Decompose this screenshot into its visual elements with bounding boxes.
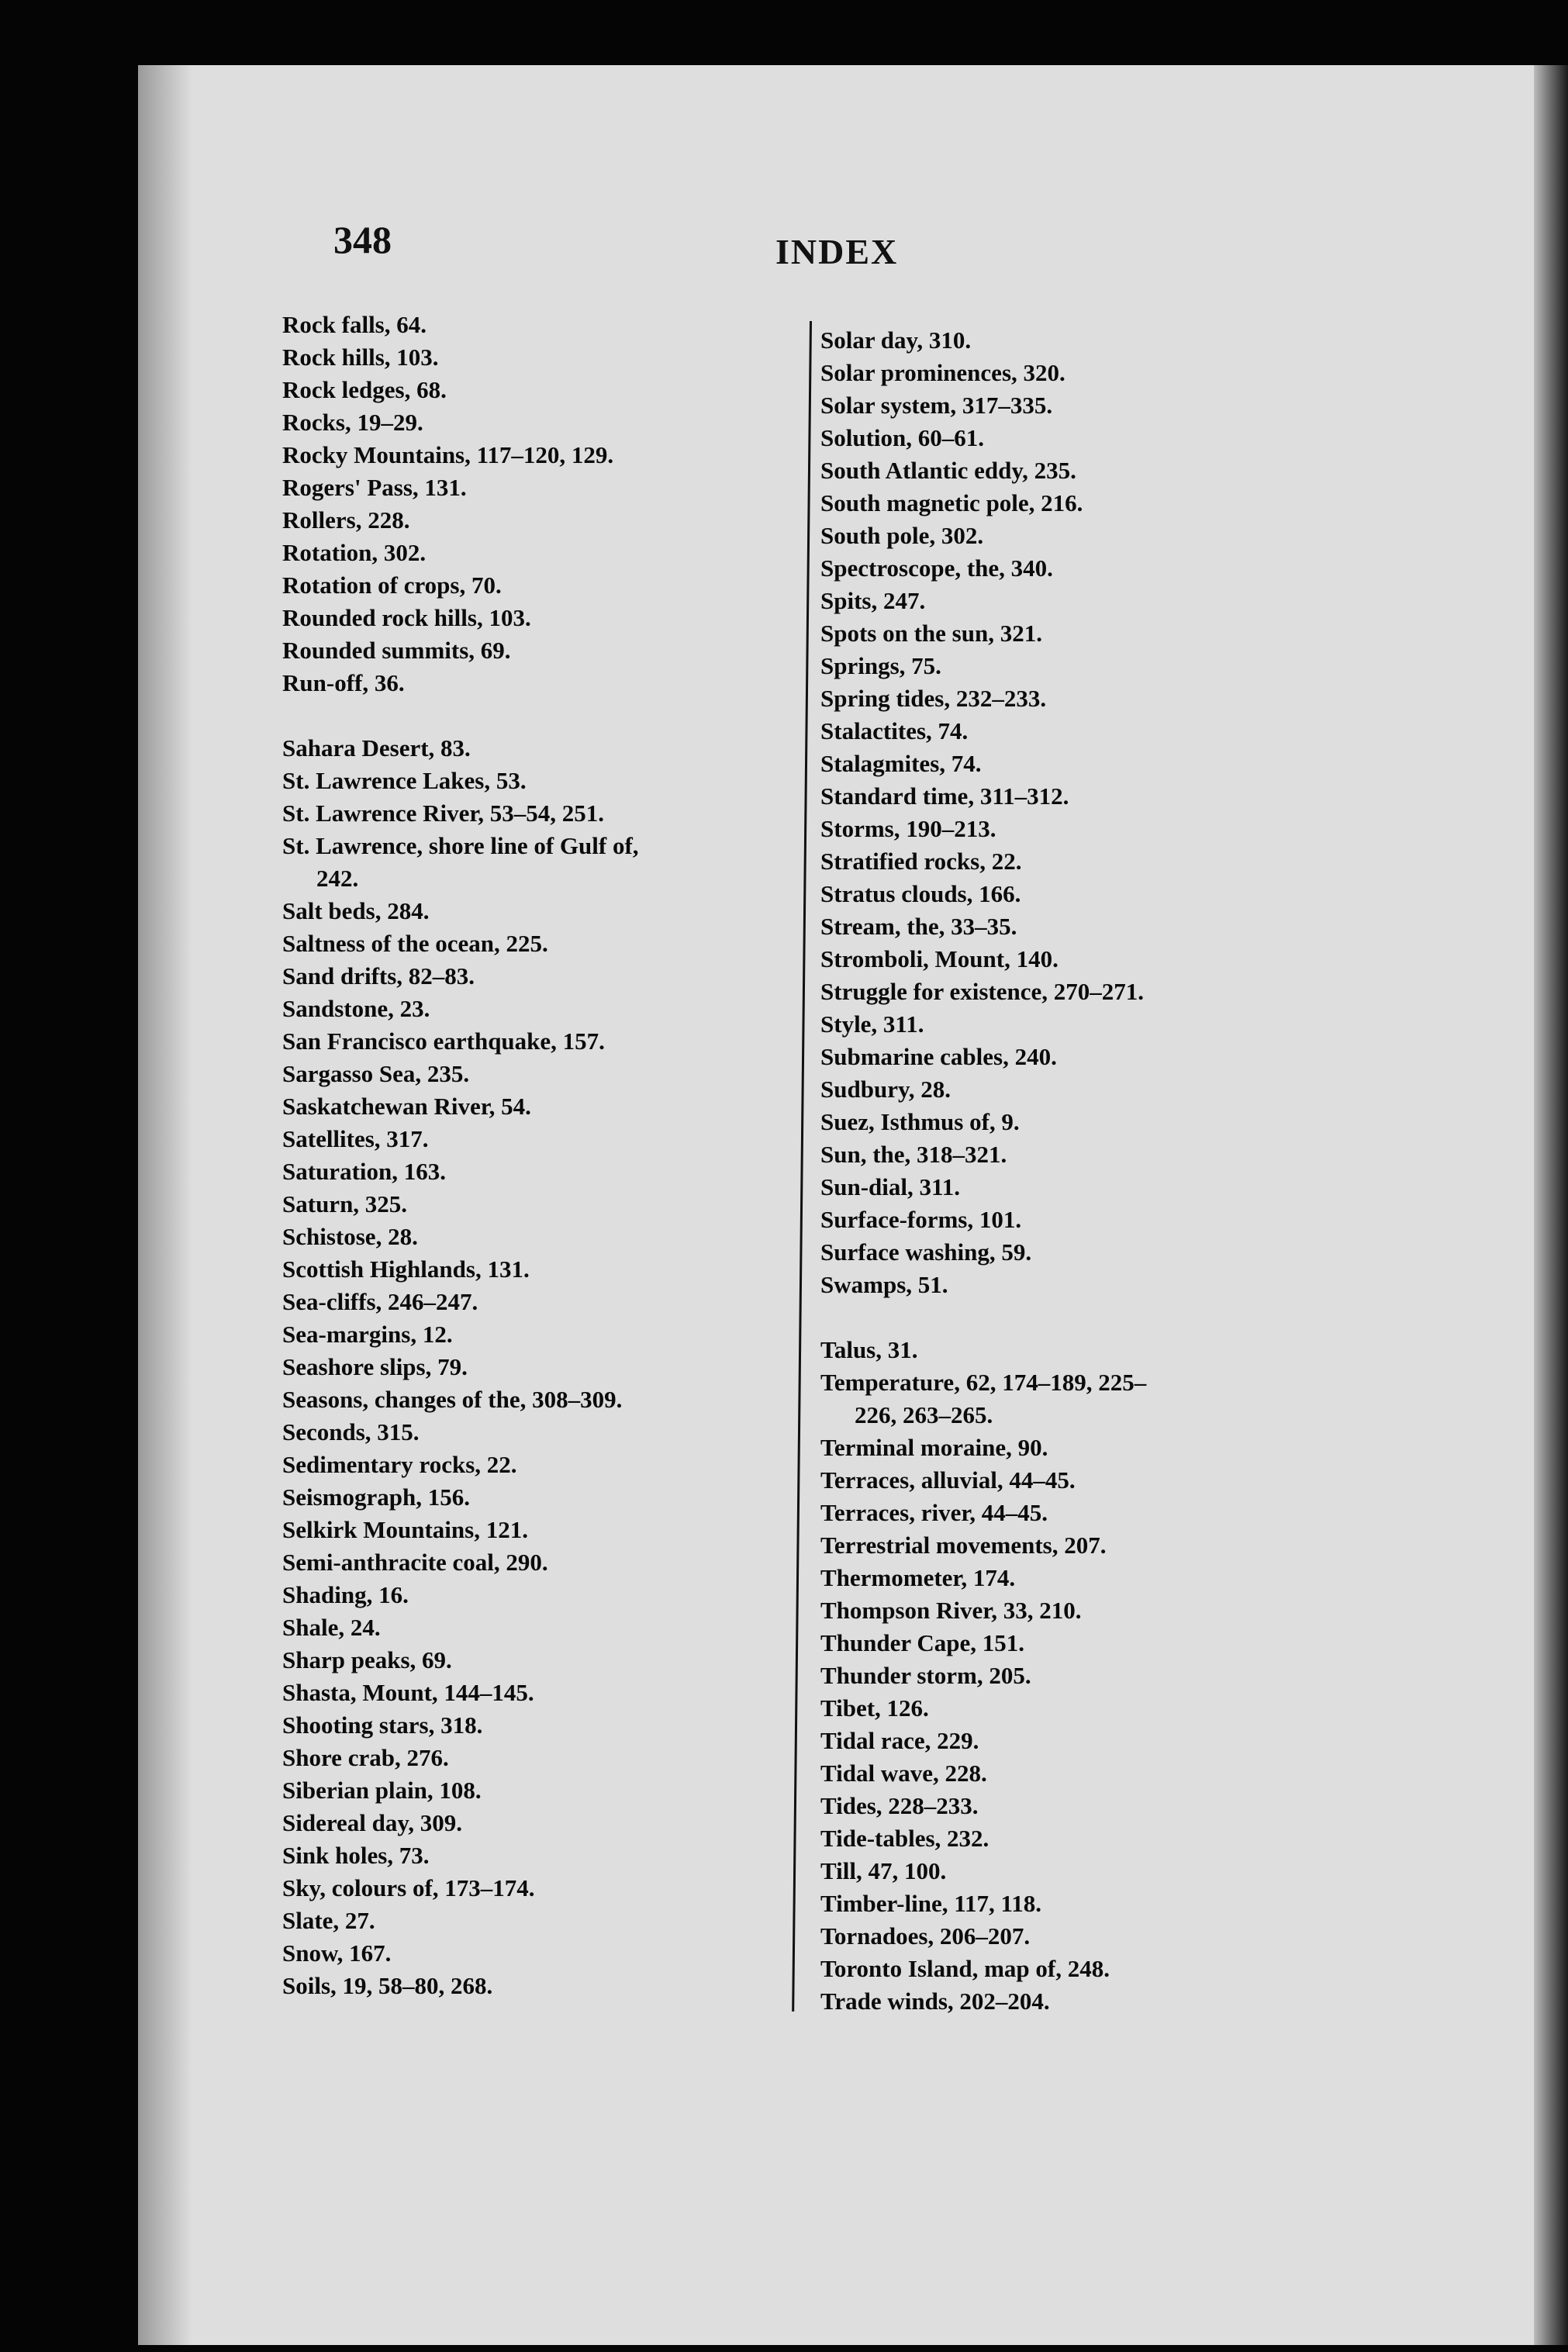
index-entry: Suez, Isthmus of, 9.: [820, 1108, 1020, 1135]
index-entry: Trade winds, 202–204.: [820, 1988, 1050, 2015]
index-entry: Solar prominences, 320.: [820, 359, 1065, 386]
index-entry: Siberian plain, 108.: [282, 1777, 482, 1804]
page-number: 348: [333, 218, 392, 261]
index-entry: South pole, 302.: [820, 522, 984, 549]
index-entry: South Atlantic eddy, 235.: [820, 457, 1076, 484]
index-entry: Rogers' Pass, 131.: [282, 474, 467, 501]
index-entry: Temperature, 62, 174–189, 225–: [820, 1369, 1147, 1396]
index-entry: Talus, 31.: [820, 1336, 918, 1363]
section-gap: [282, 699, 887, 732]
index-entry: Sky, colours of, 173–174.: [282, 1874, 535, 1901]
index-entry: Rotation of crops, 70.: [282, 572, 502, 599]
index-entry: Storms, 190–213.: [820, 815, 996, 842]
index-entry: Semi-anthracite coal, 290.: [282, 1549, 548, 1576]
section-gap: [820, 1301, 1379, 1334]
index-entry: Rocky Mountains, 117–120, 129.: [282, 441, 614, 468]
index-entry: Rounded rock hills, 103.: [282, 604, 531, 631]
index-entry: Run-off, 36.: [282, 669, 405, 696]
index-entry: Stratified rocks, 22.: [820, 848, 1022, 875]
index-entry: St. Lawrence Lakes, 53.: [282, 767, 527, 794]
index-entry: Sea-cliffs, 246–247.: [282, 1288, 478, 1315]
index-entry: Style, 311.: [820, 1010, 924, 1038]
index-entry: Sink holes, 73.: [282, 1842, 430, 1869]
index-entry: Spring tides, 232–233.: [820, 685, 1047, 712]
index-entry: Selkirk Mountains, 121.: [282, 1516, 528, 1543]
index-entry: Standard time, 311–312.: [820, 782, 1069, 810]
index-entry: Surface washing, 59.: [820, 1238, 1032, 1266]
index-entry: Salt beds, 284.: [282, 897, 430, 924]
page-title: INDEX: [775, 232, 899, 271]
index-entry: Submarine cables, 240.: [820, 1043, 1057, 1070]
index-entry: Springs, 75.: [820, 652, 941, 679]
index-entry: Thunder Cape, 151.: [820, 1629, 1024, 1656]
index-entry: Sandstone, 23.: [282, 995, 430, 1022]
index-entry: Terrestrial movements, 207.: [820, 1532, 1107, 1559]
index-entry: Thunder storm, 205.: [820, 1662, 1031, 1689]
index-entry: Spectroscope, the, 340.: [820, 554, 1053, 582]
index-entry: Sun-dial, 311.: [820, 1173, 961, 1200]
index-entry: Tides, 228–233.: [820, 1792, 979, 1819]
index-entry: Solar system, 317–335.: [820, 392, 1053, 419]
index-entry: Stromboli, Mount, 140.: [820, 945, 1059, 972]
index-entry: Rock falls, 64.: [282, 311, 427, 338]
book-page: [138, 65, 1568, 2345]
index-entry: Rock hills, 103.: [282, 344, 439, 371]
index-entry: Terraces, river, 44–45.: [820, 1499, 1048, 1526]
index-entry: Saturation, 163.: [282, 1158, 446, 1185]
index-entry: Schistose, 28.: [282, 1223, 418, 1250]
index-entry: Stalagmites, 74.: [820, 750, 982, 777]
index-entry: Stratus clouds, 166.: [820, 880, 1021, 907]
index-entry: Till, 47, 100.: [820, 1857, 947, 1884]
index-entry: Stalactites, 74.: [820, 717, 969, 744]
index-entry: Solution, 60–61.: [820, 424, 985, 451]
index-entry: Rollers, 228.: [282, 506, 410, 534]
index-entry: Struggle for existence, 270–271.: [820, 978, 1144, 1005]
index-entry: Thermometer, 174.: [820, 1564, 1016, 1591]
index-entry: Seconds, 315.: [282, 1418, 420, 1445]
index-entry: Sedimentary rocks, 22.: [282, 1451, 517, 1478]
index-entry: Saltness of the ocean, 225.: [282, 930, 548, 957]
index-entry: Tidal race, 229.: [820, 1727, 979, 1754]
index-entry: Sun, the, 318–321.: [820, 1141, 1007, 1168]
index-entry: Stream, the, 33–35.: [820, 913, 1017, 940]
page-gutter-shadow: [138, 65, 192, 2345]
index-entry: Sand drifts, 82–83.: [282, 962, 475, 989]
index-entry: Scottish Highlands, 131.: [282, 1255, 530, 1283]
index-entry: 226, 263–265.: [855, 1401, 993, 1428]
index-entry: Solar day, 310.: [820, 326, 972, 354]
index-entry: Sharp peaks, 69.: [282, 1646, 452, 1673]
index-entry: Thompson River, 33, 210.: [820, 1597, 1082, 1624]
index-entry: Seashore slips, 79.: [282, 1353, 468, 1380]
index-entry: Timber-line, 117, 118.: [820, 1890, 1042, 1917]
index-entry: Seasons, changes of the, 308–309.: [282, 1386, 623, 1413]
index-entry: Tornadoes, 206–207.: [820, 1922, 1031, 1950]
index-entry: Sea-margins, 12.: [282, 1321, 453, 1348]
index-entry: Sahara Desert, 83.: [282, 734, 471, 762]
index-entry: San Francisco earthquake, 157.: [282, 1027, 605, 1055]
index-entry: Shading, 16.: [282, 1581, 409, 1608]
index-entry: Slate, 27.: [282, 1907, 375, 1934]
index-entry: 242.: [316, 865, 359, 892]
page-right-edge: [1534, 65, 1568, 2345]
index-entry: Spits, 247.: [820, 587, 926, 614]
index-entry: Rotation, 302.: [282, 539, 427, 566]
index-entry: Saturn, 325.: [282, 1190, 408, 1217]
index-entry: Tide-tables, 232.: [820, 1825, 989, 1852]
index-entry: Saskatchewan River, 54.: [282, 1093, 531, 1120]
index-entry: Shale, 24.: [282, 1614, 381, 1641]
index-entry: Rock ledges, 68.: [282, 376, 447, 403]
index-entry: Tidal wave, 228.: [820, 1760, 987, 1787]
index-entry: Toronto Island, map of, 248.: [820, 1955, 1110, 1982]
index-entry: St. Lawrence River, 53–54, 251.: [282, 800, 605, 827]
index-entry: Swamps, 51.: [820, 1271, 948, 1298]
index-entry: Rocks, 19–29.: [282, 409, 423, 436]
index-column-right: [820, 324, 1379, 2018]
index-entry: Soils, 19, 58–80, 268.: [282, 1972, 493, 1999]
index-entry: Sidereal day, 309.: [282, 1809, 462, 1836]
index-entry: Terraces, alluvial, 44–45.: [820, 1466, 1076, 1494]
index-entry: South magnetic pole, 216.: [820, 489, 1083, 516]
index-entry: Shasta, Mount, 144–145.: [282, 1679, 534, 1706]
index-entry: Terminal moraine, 90.: [820, 1434, 1048, 1461]
index-entry: Satellites, 317.: [282, 1125, 429, 1152]
index-entry: Surface-forms, 101.: [820, 1206, 1022, 1233]
index-entry: Spots on the sun, 321.: [820, 620, 1042, 647]
index-entry: St. Lawrence, shore line of Gulf of,: [282, 832, 639, 859]
index-entry: Shore crab, 276.: [282, 1744, 449, 1771]
index-entry: Shooting stars, 318.: [282, 1711, 483, 1739]
index-entry: Sudbury, 28.: [820, 1076, 952, 1103]
index-entry: Snow, 167.: [282, 1939, 392, 1967]
index-entry: Sargasso Sea, 235.: [282, 1060, 470, 1087]
index-entry: Rounded summits, 69.: [282, 637, 511, 664]
index-entry: Tibet, 126.: [820, 1694, 929, 1722]
index-entry: Seismograph, 156.: [282, 1483, 470, 1511]
